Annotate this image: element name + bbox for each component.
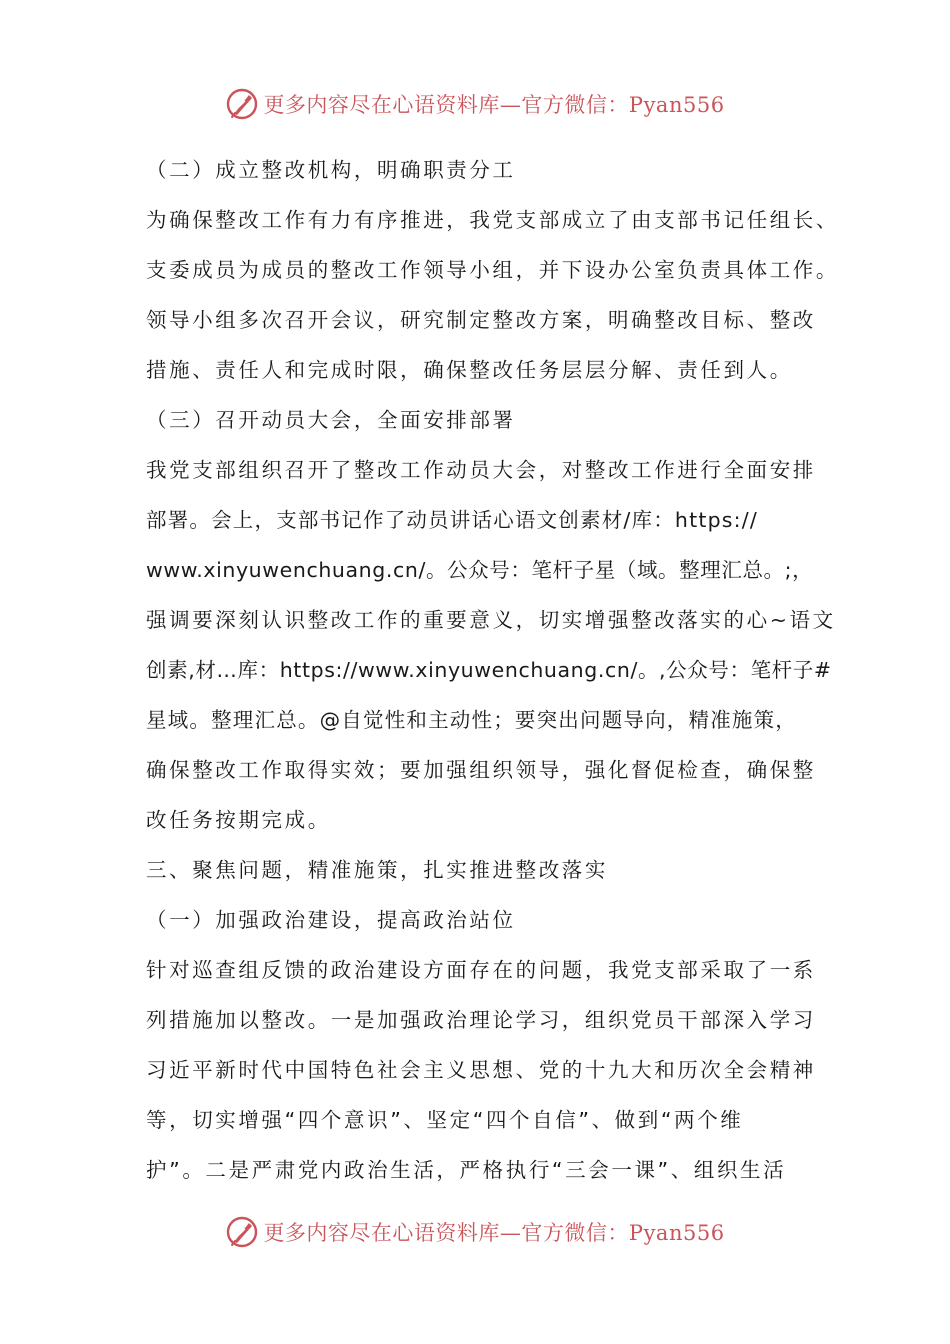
paragraph-line: 领导小组多次召开会议，研究制定整改方案，明确整改目标、整改 [146, 308, 816, 332]
paragraph-line: 等，切实增强“四个意识”、坚定“四个自信”、做到“两个维 [146, 1108, 744, 1132]
paragraph-line: 为确保整改工作有力有序推进，我党支部成立了由支部书记任组长、 [146, 208, 839, 232]
section-heading: （三）召开动员大会，全面安排部署 [146, 408, 516, 432]
paragraph-line: 我党支部组织召开了整改工作动员大会，对整改工作进行全面安排 [146, 458, 816, 482]
section-heading: （一）加强政治建设，提高政治站位 [146, 908, 516, 932]
section-heading: 三、聚焦问题，精准施策，扎实推进整改落实 [146, 858, 608, 882]
section-heading: （二）成立整改机构，明确职责分工 [146, 158, 516, 182]
paragraph-line: 护”。二是严肃党内政治生活，严格执行“三会一课”、组织生活 [146, 1158, 787, 1182]
footer-watermark-text: 更多内容尽在心语资料库—官方微信：Pyan556 [263, 1221, 725, 1245]
paragraph-line: www.xinyuwenchuang.cn/。公众号：笔杆子星（域。整理汇总。;， [146, 558, 814, 582]
paragraph-line: 措施、责任人和完成时限，确保整改任务层层分解、责任到人。 [146, 358, 793, 382]
paragraph-line: 针对巡查组反馈的政治建设方面存在的问题，我党支部采取了一系 [146, 958, 816, 982]
paragraph-line: 星域。整理汇总。@自觉性和主动性；要突出问题导向，精准施策， [146, 708, 797, 732]
paragraph-line: 强调要深刻认识整改工作的重要意义，切实增强整改落实的心~语文 [146, 608, 836, 632]
quill-pen-logo-icon [225, 87, 259, 121]
quill-pen-logo-icon [225, 1215, 259, 1249]
header-watermark-text: 更多内容尽在心语资料库—官方微信：Pyan556 [263, 93, 725, 117]
paragraph-line: 改任务按期完成。 [146, 808, 331, 832]
document-body [146, 150, 839, 1200]
paragraph-line: 支委成员为成员的整改工作领导小组，并下设办公室负责具体工作。 [146, 258, 839, 282]
paragraph-line: 创素,材…库：https://www.xinyuwenchuang.cn/。,公众号：笔杆子# [146, 658, 832, 682]
paragraph-line: 确保整改工作取得实效；要加强组织领导，强化督促检查，确保整 [146, 758, 816, 782]
paragraph-line: 习近平新时代中国特色社会主义思想、党的十九大和历次全会精神 [146, 1058, 816, 1082]
header-watermark-banner [0, 84, 950, 124]
paragraph-line: 部署。会上，支部书记作了动员讲话心语文创素材/库：https:// [146, 508, 758, 532]
paragraph-line: 列措施加以整改。一是加强政治理论学习，组织党员干部深入学习 [146, 1008, 816, 1032]
footer-watermark-banner [0, 1212, 950, 1252]
